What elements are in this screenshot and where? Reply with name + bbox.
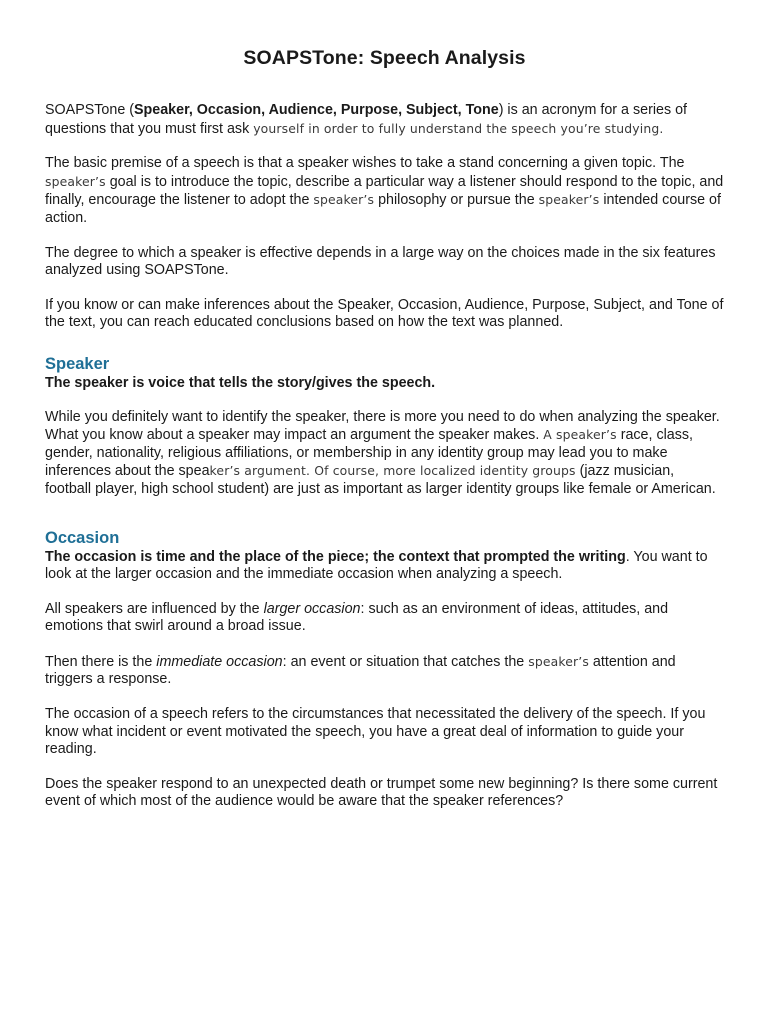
speaker-text: A speaker’s [543, 427, 617, 443]
occasion-paragraph-questions: Does the speaker respond to an unexpected death or trumpet some new beginning? Is there some current event of which most of the audience would be aware that the speaker references? [45, 775, 718, 810]
intro-text: speaker’s [45, 173, 106, 189]
occasion-paragraph-immediate [45, 653, 724, 689]
intro-text: goal is to introduce the topic, describe a particular way a listener should respond to the topic, and finally, encourage the listener to adopt the [45, 173, 724, 209]
intro-text: speaker’s [313, 192, 375, 208]
intro-paragraph-inferences: If you know or can make inferences about the Speaker, Occasion, Audience, Purpose, Subject, and Tone of the text, you can reach educated conclusions based on how the text was planned. [45, 296, 724, 331]
section-heading-speaker: Speaker [45, 354, 110, 373]
intro-paragraph-effectiveness: The degree to which a speaker is effective depends in a large way on the choices made in the six features analyzed using SOAPSTone. [45, 244, 716, 279]
intro-text: yourself in order to fully understand the speech you’re studying. [253, 120, 664, 136]
page-title: SOAPSTone: Speech Analysis [243, 47, 526, 69]
immediate-occasion-term: immediate occasion [156, 653, 283, 670]
occasion-paragraph-circumstances: The occasion of a speech refers to the circumstances that necessitated the delivery of the speech. If you know what incident or event motivated the speech, you have a great deal of information to guide your reading. [45, 706, 706, 758]
occasion-definition [45, 549, 724, 584]
speaker-definition: The speaker is voice that tells the story/gives the speech. [45, 374, 436, 391]
speaker-text: (jazz musician, football player, high school student) are just as important as larger identity groups like female or American. [45, 463, 716, 497]
speaker-paragraph [45, 409, 724, 499]
occasion-text: All speakers are influenced by the [45, 600, 264, 617]
occasion-text: attention and triggers a response. [45, 653, 676, 688]
occasion-text: Then there is the [45, 653, 157, 670]
intro-paragraph-premise [45, 155, 724, 227]
occasion-text: speaker’s [528, 653, 589, 669]
larger-occasion-term: larger occasion [263, 600, 361, 617]
intro-text: SOAPSTone ( [45, 102, 134, 118]
occasion-paragraph-larger [45, 601, 724, 636]
intro-text: intended course of action. [45, 192, 721, 226]
occasion-text: : such as an environment of ideas, attitudes, and emotions that swirl around a broad issue. [45, 600, 669, 635]
acronym-terms: Speaker, Occasion, Audience, Purpose, Subject, Tone [134, 102, 499, 118]
occasion-text: : an event or situation that catches the [282, 653, 529, 670]
intro-paragraph-acronym [45, 102, 724, 138]
speaker-text: race, class, gender, nationality, religious affiliations, or membership in any identity group may lead you to make inferences about the spea [45, 427, 693, 480]
section-heading-occasion: Occasion [45, 528, 120, 547]
speaker-text: While you definitely want to identify the speaker, there is more you need to do when analyzing the speaker. What you know about a speaker may impact an argument the speaker makes. [45, 408, 720, 444]
occasion-definition-bold: The occasion is time and the place of the piece; the context that prompted the writing [45, 548, 626, 565]
speaker-text: ker’s argument. Of course, more localized identity groups [209, 463, 576, 479]
intro-text: ) is an acronym for a series of questions that you must first ask [45, 102, 687, 137]
intro-text: The basic premise of a speech is that a speaker wishes to take a stand concerning a given topic. The [45, 155, 685, 172]
occasion-text: . You want to look at the larger occasion and the immediate occasion when analyzing a speech. [45, 548, 708, 583]
intro-text: philosophy or pursue the [374, 192, 539, 209]
intro-text: speaker’s [538, 192, 600, 208]
